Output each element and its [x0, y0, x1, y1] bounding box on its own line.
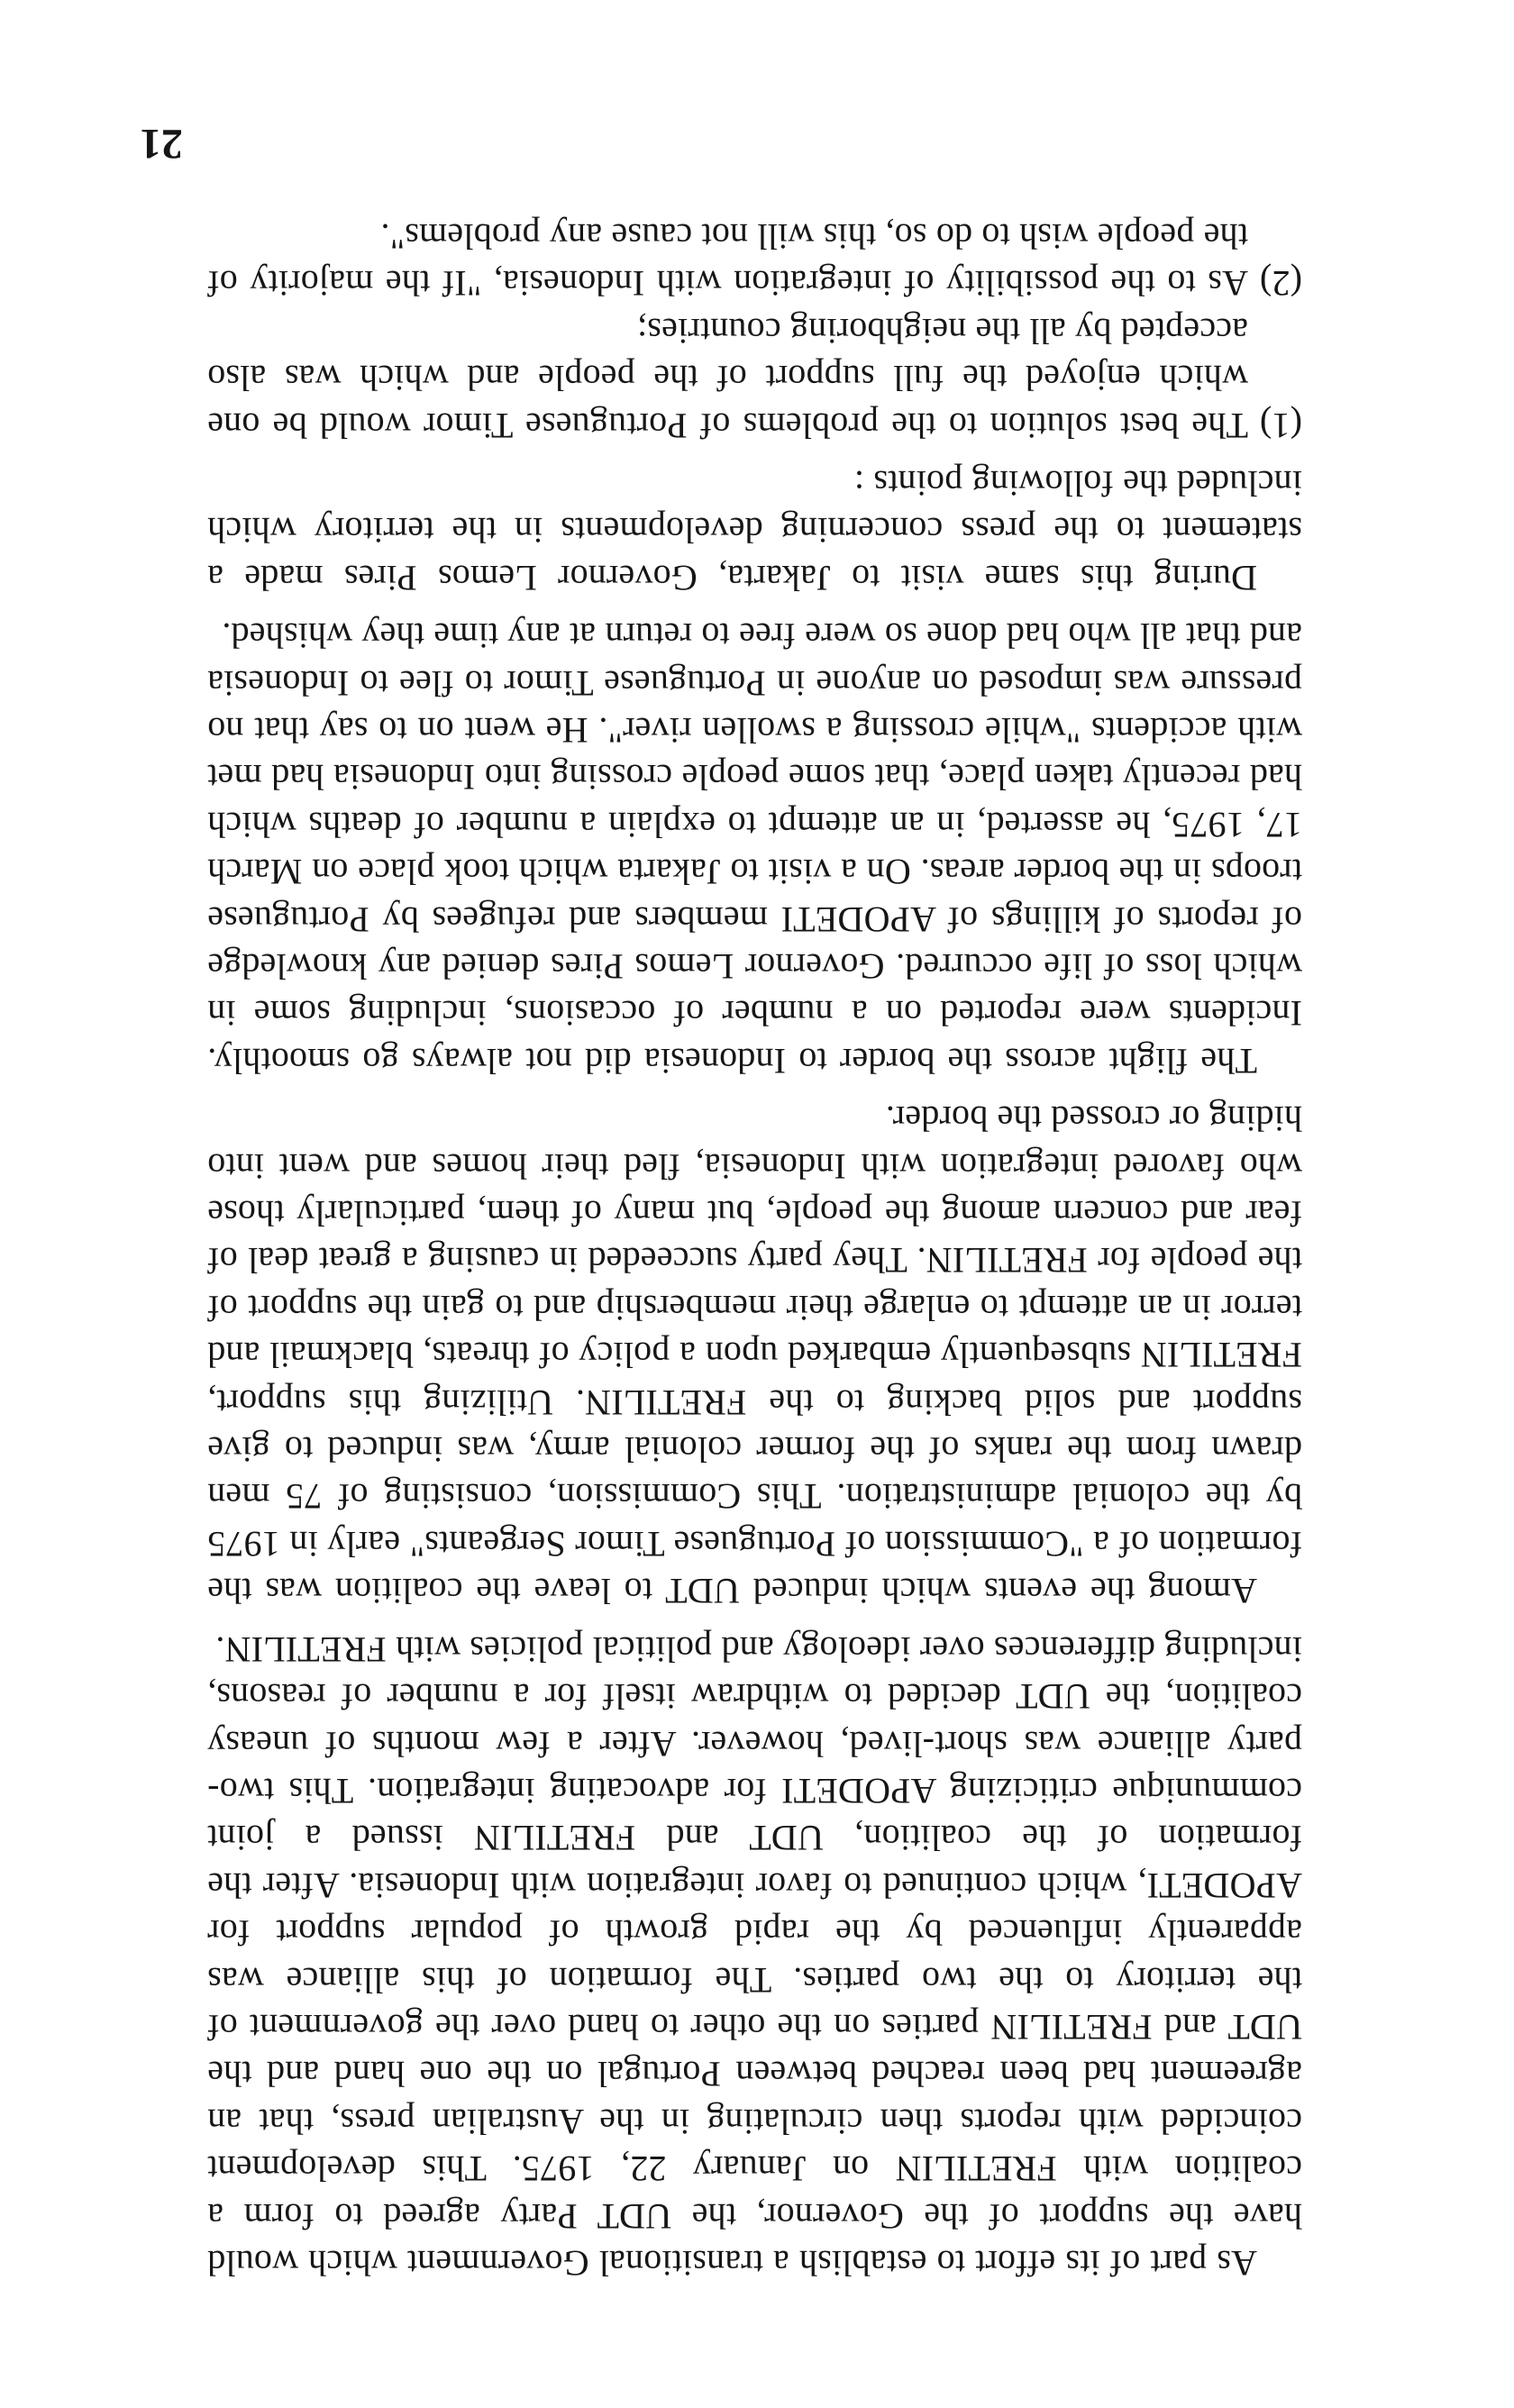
list-item-number: (2)	[1259, 263, 1302, 305]
list-item	[207, 306, 1302, 448]
paragraph-commission-sergeants: Among the events which induced UDT to leave the coalition was the formation of a "Commission of Portuguese Timor Sergeants" early in 1975 by the colonial administration. This Commission, consisting of 75 men drawn from the ranks of the former colonial army, was induced to give support and solid backing to the FRETILIN. Utilizing this support, FRETILIN subsequently embarked upon a policy of threats, blackmail and terror in an attempt to enlarge their membership and to gain the support of the people for FRETILIN. They party succeeded in causing a great deal of fear and concern among the people, but many of them, particularly those who favored integration with Indonesia, fled their homes and went into hiding or crossed the border.	[207, 1099, 1302, 1612]
list-item-number: (1)	[1259, 405, 1302, 446]
list-item-text: The best solution to the problems of Portuguese Timor would be one which enjoyed the full support of the people and which was also accepted by all the neighboring countries;	[207, 310, 1248, 446]
paragraph-jakarta-visit: During this same visit to Jakarta, Governor Lemos Pires made a statement to the press concerning developments in the territory which included the following points :	[207, 462, 1302, 598]
paragraph-border-flight: The flight across the border to Indonesia did not always go smoothly. Incidents were reported on a number of occasions, including some in which loss of life occurred. Governor Lemos Pires denied any knowledge of reports of killings of APODETI members and refugees by Portuguese troops in the border areas. On a visit to Jakarta which took place on March 17, 1975, he asserted, in an attempt to explain a number of deaths which had recently taken place, that some people crossing into Indonesia had met with accidents "while crossing a swollen river". He went on to say that no pressure was imposed on anyone in Portuguese Timor to flee to Indonesia and that all who had done so were free to return at any time they whished.	[207, 616, 1302, 1081]
list-item-text: As to the possibility of integration with Indonesia, "If the majority of the people wish to do so, this will not cause any problems".	[207, 215, 1248, 305]
paragraph-transitional-government: As part of its effort to establish a transitional Government which would have the support of the Governor, the UDT Party agreed to form a coalition with FRETILIN on January 22, 1975. This development coincided with reports then circulating in the Australian press, that an agreement had been reached between Portugal on the one hand and the UDT and FRETILIN parties on the other to hand over the government of the territory to the two parties. The formation of this alliance was apparently influenced by the rapid growth of popular support for APODETI, which continued to favor integration with Indonesia. After the formation of the coalition, UDT and FRETILIN issued a joint communique criticizing APODETI for advocating integration. This two-party alliance was short-lived, however. After a few months of uneasy coalition, the UDT decided to withdraw itself for a number of reasons, including differences over ideology and political policies with FRETILIN.	[207, 1628, 1302, 2284]
body-text	[207, 213, 1302, 2286]
page-number: 21	[140, 120, 183, 168]
list-item	[207, 213, 1302, 307]
